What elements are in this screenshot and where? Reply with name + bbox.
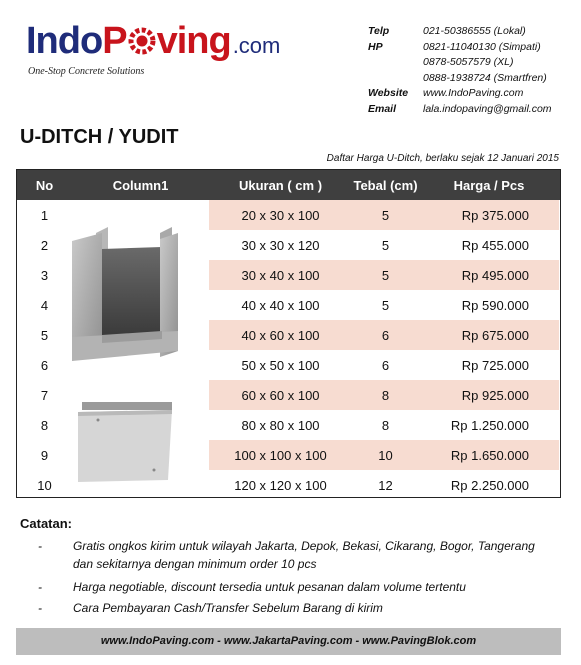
cell-no: 5 [40, 327, 49, 343]
cell-ukuran: 40 x 40 x 100 [241, 297, 320, 313]
notes-title: Catatan: [20, 516, 73, 531]
note-dash: - [38, 601, 42, 615]
cell-harga: Rp 375.000 [419, 200, 559, 230]
contact-row [368, 102, 552, 118]
cell-ukuran: 40 x 60 x 100 [209, 320, 352, 350]
contact-label: Telp [368, 25, 390, 37]
cell-harga: Rp 725.000 [461, 357, 529, 373]
note-text: Cara Pembayaran Cash/Transfer Sebelum Barang di kirim [73, 601, 383, 615]
contact-value: 0821-11040130 (Simpati) [423, 40, 541, 53]
cell-no: 6 [40, 357, 49, 373]
cell-no: 3 [40, 267, 49, 283]
cell-ukuran: 100 x 100 x 100 [209, 440, 352, 470]
logo-indo: Indo [26, 20, 103, 62]
contact-row [368, 86, 552, 102]
u-ditch-image [66, 227, 186, 367]
cell-tebal: 5 [381, 297, 390, 313]
header-harga: Harga / Pcs [453, 177, 525, 193]
u-ditch-cover-image [76, 396, 176, 484]
cell-tebal: 5 [352, 260, 419, 290]
cell-no: 4 [40, 297, 49, 313]
contact-row [368, 55, 552, 71]
cell-tebal: 5 [352, 200, 419, 230]
cell-no: 8 [40, 417, 49, 433]
contact-value: 0878-5057579 (XL) [423, 56, 514, 68]
cell-tebal: 5 [381, 237, 390, 253]
cell-ukuran: 80 x 80 x 100 [241, 417, 320, 433]
cell-harga: Rp 675.000 [419, 320, 559, 350]
header-tebal: Tebal (cm) [353, 177, 418, 193]
contact-row [368, 24, 552, 40]
price-list-caption: Daftar Harga U-Ditch, berlaku sejak 12 Januari 2015 [326, 153, 559, 164]
cell-ukuran: 60 x 60 x 100 [209, 380, 352, 410]
cell-tebal: 12 [378, 477, 393, 493]
footer-links[interactable]: www.IndoPaving.com - www.JakartaPaving.com - www.PavingBlok.com [16, 628, 561, 655]
logo-wordmark [26, 22, 280, 65]
cell-ukuran: 30 x 30 x 120 [241, 237, 320, 253]
contact-block [368, 24, 552, 117]
cell-harga: Rp 455.000 [461, 237, 529, 253]
cell-tebal: 8 [352, 380, 419, 410]
contact-label: Email [368, 102, 397, 115]
cell-ukuran: 30 x 40 x 100 [209, 260, 352, 290]
contact-value: 0888-1938724 (Smartfren) [423, 71, 547, 84]
cell-harga: Rp 925.000 [419, 380, 559, 410]
website-link[interactable]: www.IndoPaving.com [423, 87, 524, 99]
company-logo [26, 22, 280, 77]
table-row [17, 200, 560, 230]
contact-row [368, 40, 552, 56]
contact-row [368, 71, 552, 87]
table-header [17, 170, 560, 200]
note-dash: - [38, 539, 42, 553]
cell-ukuran: 120 x 120 x 100 [234, 477, 327, 493]
logo-ving: ving [156, 20, 231, 62]
logo-com: .com [232, 33, 281, 58]
logo-p: P [102, 20, 127, 62]
cell-harga: Rp 2.250.000 [450, 477, 529, 493]
note-dash: - [38, 580, 42, 594]
cell-tebal: 10 [352, 440, 419, 470]
note-text: Gratis ongkos kirim untuk wilayah Jakarta, Depok, Bekasi, Cikarang, Bogor, Tangerang dan sekitarnya dengan minimum order 10 pcs [73, 539, 535, 571]
cell-tebal: 6 [381, 357, 390, 373]
cell-no: 1 [40, 207, 49, 223]
email-link[interactable]: lala.indopaving@gmail.com [423, 102, 552, 115]
cell-no: 7 [40, 387, 49, 403]
cell-tebal: 6 [352, 320, 419, 350]
cell-harga: Rp 590.000 [461, 297, 529, 313]
cell-no: 10 [37, 477, 52, 493]
header-ukuran: Ukuran ( cm ) [238, 177, 323, 193]
header-no: No [35, 177, 54, 193]
contact-label: HP [368, 40, 383, 53]
cell-ukuran: 50 x 50 x 100 [241, 357, 320, 373]
cell-harga: Rp 1.250.000 [450, 417, 529, 433]
contact-value: 021-50386555 (Lokal) [423, 25, 526, 37]
contact-label [368, 55, 423, 71]
cell-harga: Rp 495.000 [419, 260, 559, 290]
page-title: U-DITCH / YUDIT [20, 126, 179, 148]
cell-harga: Rp 1.650.000 [419, 440, 559, 470]
header-column1: Column1 [112, 177, 169, 193]
cell-no: 2 [40, 237, 49, 253]
cell-tebal: 8 [381, 417, 390, 433]
cell-ukuran: 20 x 30 x 100 [209, 200, 352, 230]
cell-no: 9 [40, 447, 49, 463]
note-text: Harga negotiable, discount tersedia untuk pesanan dalam volume tertentu [73, 580, 466, 594]
contact-label: Website [368, 87, 409, 99]
logo-tagline: One-Stop Concrete Solutions [28, 66, 145, 77]
contact-label [368, 71, 423, 87]
gear-icon [127, 26, 157, 56]
